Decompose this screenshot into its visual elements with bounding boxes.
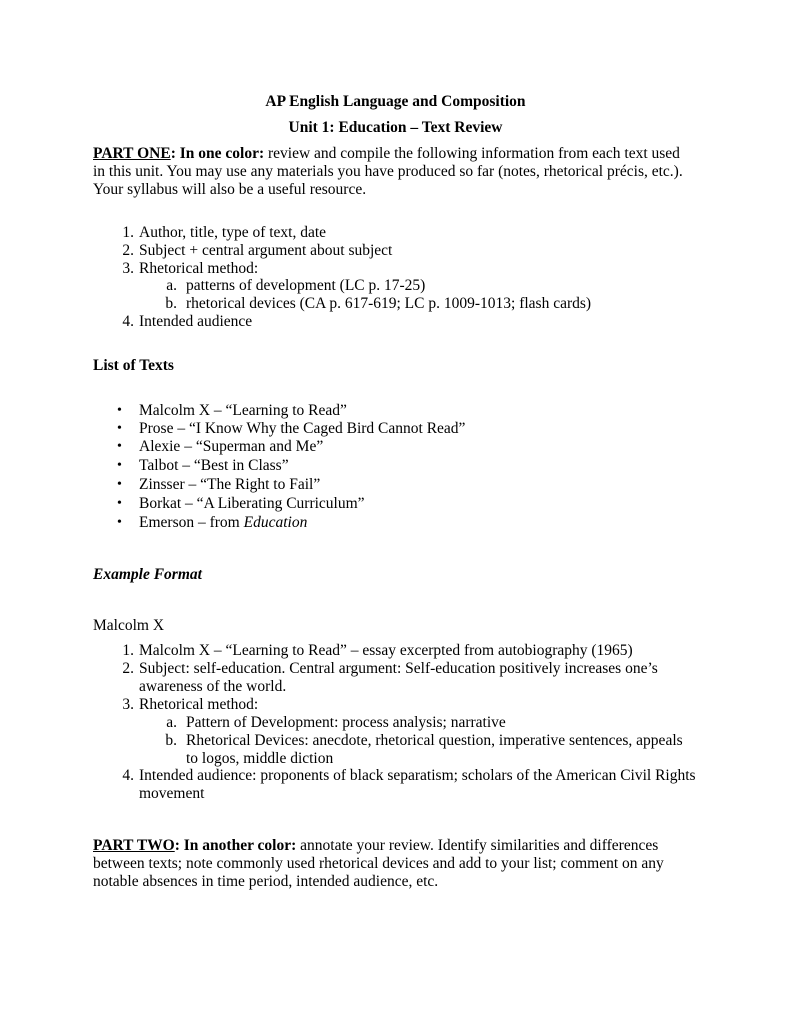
text-list-item [0, 438, 791, 456]
list-subitem-letter: a. [166, 277, 177, 294]
example-author: Malcolm X [93, 617, 165, 634]
bullet-icon: • [117, 477, 122, 492]
list-item-number: 1. [122, 642, 134, 659]
list-item [0, 260, 791, 278]
list-subitem-text: Pattern of Development: process analysis; narrative [186, 714, 506, 731]
part-two-line-3: notable absences in time period, intended audience, etc. [93, 873, 439, 890]
part-one-line-1 [93, 145, 703, 163]
text-list-item [0, 495, 791, 513]
list-item-number: 1. [122, 224, 134, 241]
text-list-item [0, 457, 791, 475]
text-list-item-prefix: Emerson – from [139, 514, 244, 531]
part-one-colon: : [170, 145, 176, 162]
list-item [0, 767, 791, 785]
text-list-item-label: Prose – “I Know Why the Caged Bird Cannot Read” [139, 420, 466, 437]
list-item-text-continued: movement [139, 785, 205, 802]
part-two-label: PART TWO [93, 837, 175, 854]
text-list-item [0, 476, 791, 494]
list-item [0, 660, 791, 678]
list-subitem [0, 277, 791, 295]
list-subitem [0, 732, 791, 750]
list-subitem-letter: b. [165, 732, 177, 749]
part-two-line-2: between texts; note commonly used rhetorical devices and add to your list; comment on any [93, 855, 664, 872]
text-list-item [0, 514, 791, 532]
list-item-text: Intended audience: proponents of black separatism; scholars of the American Civil Rights [139, 767, 696, 784]
list-item-text: Rhetorical method: [139, 696, 259, 713]
text-list-item [0, 420, 791, 438]
list-item-number: 4. [122, 767, 134, 784]
part-two-line-1 [93, 837, 703, 855]
part-one-label: PART ONE [93, 145, 171, 162]
list-subitem [0, 714, 791, 732]
list-item-text: Subject + central argument about subject [139, 242, 393, 259]
list-item-text: Subject: self-education. Central argument: Self-education positively increases one’s [139, 660, 658, 677]
bullet-icon: • [117, 458, 122, 473]
list-item [0, 642, 791, 660]
list-item-number: 3. [122, 260, 134, 277]
bullet-icon: • [117, 496, 122, 511]
list-item-text-continued: awareness of the world. [139, 678, 287, 695]
list-item-text: Author, title, type of text, date [139, 224, 327, 241]
part-two-colon: : [174, 837, 180, 854]
text-list-item-italic-title: Education [243, 514, 308, 531]
list-item-number: 4. [122, 313, 134, 330]
part-one-emphasis: In one color: [175, 145, 265, 162]
bullet-icon: • [117, 439, 122, 454]
text-list-item-label: Alexie – “Superman and Me” [139, 438, 324, 455]
part-two-emphasis: In another color: [179, 837, 297, 854]
part-one-line-3: Your syllabus will also be a useful resource. [93, 181, 367, 198]
list-item-continuation [0, 785, 791, 803]
document-title: AP English Language and Composition [265, 93, 526, 110]
document-subtitle: Unit 1: Education – Text Review [288, 119, 503, 136]
list-subitem [0, 295, 791, 313]
list-subitem-text: Rhetorical Devices: anecdote, rhetorical question, imperative sentences, appeals [186, 732, 683, 749]
list-item-number: 3. [122, 696, 134, 713]
list-item-continuation [0, 678, 791, 696]
list-subitem-text-continued: to logos, middle diction [186, 750, 334, 767]
list-item-text: Intended audience [139, 313, 253, 330]
part-one-text: review and compile the following information from each text used [264, 145, 680, 162]
text-list-item-label: Talbot – “Best in Class” [139, 457, 289, 474]
text-list-item-label [139, 514, 307, 532]
text-list-item-label: Borkat – “A Liberating Curriculum” [139, 495, 365, 512]
list-item-number: 2. [122, 242, 134, 259]
list-item-number: 2. [122, 660, 134, 677]
list-subitem-continuation [0, 750, 791, 768]
list-subitem-letter: b. [165, 295, 177, 312]
list-item [0, 242, 791, 260]
list-subitem-text: rhetorical devices (CA p. 617-619; LC p. 1009-1013; flash cards) [186, 295, 592, 312]
example-format-heading: Example Format [93, 566, 202, 583]
list-subitem-text: patterns of development (LC p. 17-25) [186, 277, 426, 294]
list-item-text: Malcolm X – “Learning to Read” – essay excerpted from autobiography (1965) [139, 642, 633, 659]
list-item [0, 224, 791, 242]
list-item [0, 696, 791, 714]
text-list-item [0, 402, 791, 420]
bullet-icon: • [117, 403, 122, 418]
bullet-icon: • [117, 515, 122, 530]
list-item [0, 313, 791, 331]
list-item-text: Rhetorical method: [139, 260, 259, 277]
bullet-icon: • [117, 421, 122, 436]
part-one-line-2: in this unit. You may use any materials you have produced so far (notes, rhetorical précis, etc.). [93, 163, 683, 180]
text-list-item-label: Malcolm X – “Learning to Read” [139, 402, 347, 419]
list-subitem-letter: a. [166, 714, 177, 731]
text-list-item-label: Zinsser – “The Right to Fail” [139, 476, 321, 493]
part-two-text: annotate your review. Identify similarities and differences [296, 837, 659, 854]
list-of-texts-heading: List of Texts [93, 357, 174, 374]
